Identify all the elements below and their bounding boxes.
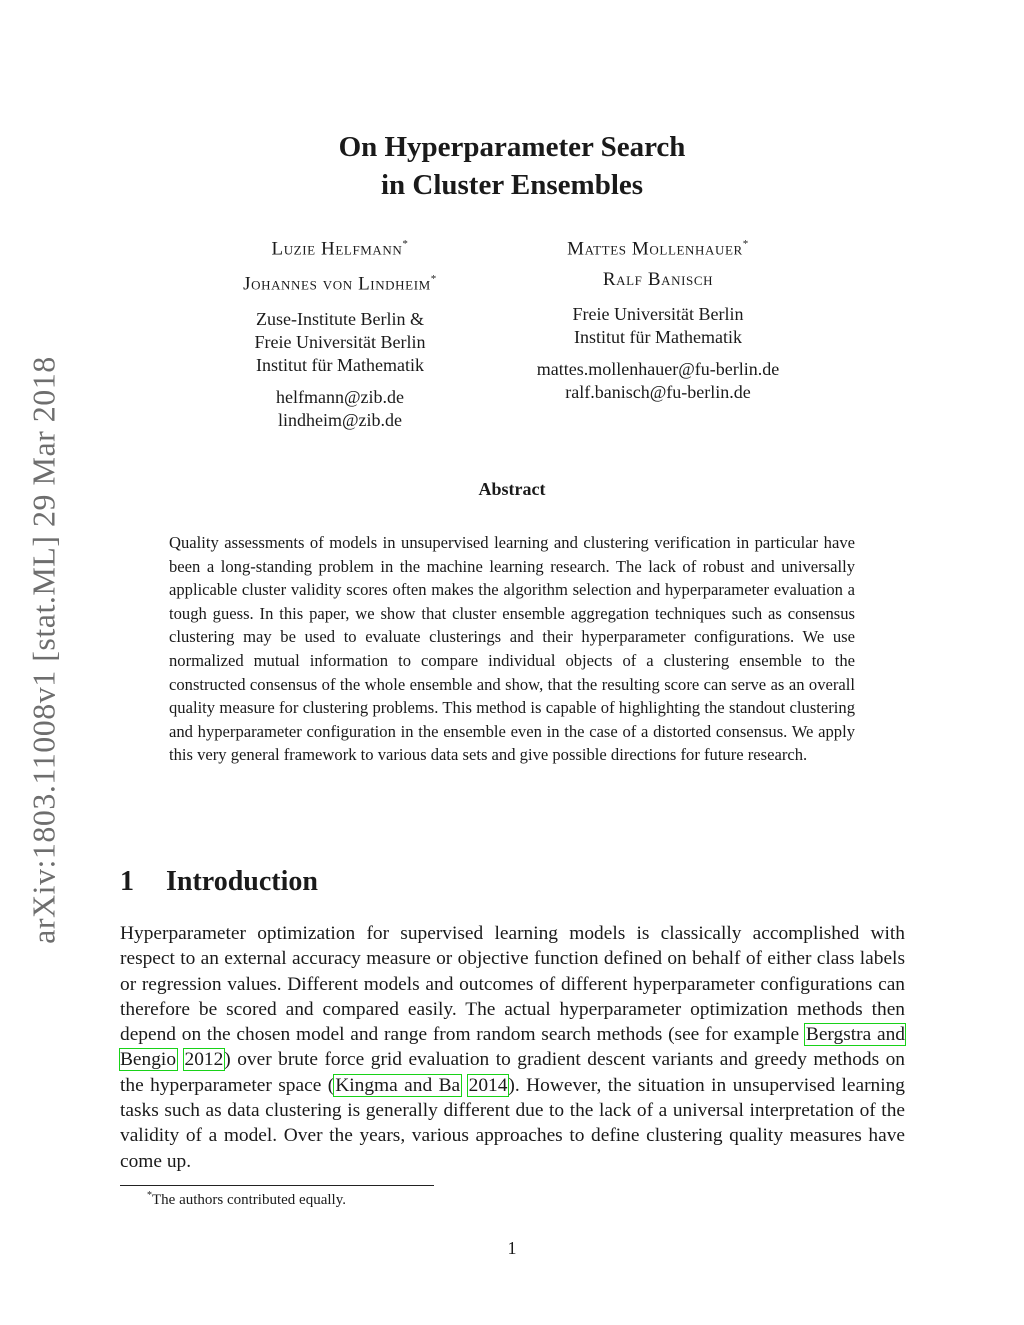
email-link[interactable]: ralf.banisch@fu-berlin.de (565, 382, 751, 403)
author-affiliation: Zuse-Institute Berlin & Freie Universität Berlin Institut für Mathematik (254, 308, 426, 375)
email-link[interactable]: lindheim@zib.de (277, 409, 403, 430)
author-name: Luzie Helfmann* (271, 238, 409, 260)
paper-title (0, 128, 1024, 204)
author-block-right (508, 229, 808, 404)
page-number: 1 (507, 1238, 517, 1258)
introduction-paragraph: Hyperparameter optimization for supervised learning models is classically accomplished with respect to an external accuracy measure or objective function defined on behalf of either class labels or regression values. Different models and outcomes of different hyperparameter configurations can therefore be scored and compared easily. The actual hyperparameter optimization methods then depend on the chosen model and range from random search methods (see for example Bergstra and Bengio 2012) over brute force grid evaluation to gradient descent variants and greedy methods on the hyperparameter space (Kingma and Ba 2014). However, the situation in unsupervised learning tasks such as data clustering is generally different due to the lack of a universal interpretation of the validity of a model. Over the years, various approaches to define clustering quality measures have come up. (120, 923, 905, 1172)
author-name: Johannes von Lindheim* (243, 273, 437, 295)
email-link[interactable]: helfmann@zib.de (275, 386, 405, 407)
citation-link[interactable]: Bergstra and Bengio (120, 1024, 905, 1071)
author-name: Ralf Banisch (602, 269, 714, 291)
author-emails (190, 386, 490, 432)
citation-link[interactable]: 2012 (184, 1049, 224, 1071)
email-link[interactable]: mattes.mollenhauer@fu-berlin.de (536, 359, 780, 380)
footnote: *The authors contributed equally. (147, 1190, 346, 1208)
author-affiliation: Freie Universität Berlin Institut für Mathematik (572, 304, 744, 348)
citation-link[interactable]: Kingma and Ba (335, 1074, 461, 1096)
paper-title-line-1: On Hyperparameter Search (338, 131, 686, 163)
section-number: 1 (120, 866, 134, 897)
section-heading (120, 866, 318, 898)
abstract-heading: Abstract (478, 479, 546, 499)
abstract-text: Quality assessments of models in unsupervised learning and clustering verification in particular have been a long-standing problem in the machine learning research. The lack of robust and universally applicable cluster validity scores often makes the algorithm selection and hyperparameter evaluation a tough guess. In this paper, we show that cluster ensemble aggregation techniques such as consensus clustering may be used to evaluate clusterings and their hyperparameter configurations. We use normalized mutual information to compare individual objects of a clustering ensemble to the constructed consensus of the whole ensemble and show, that the resulting score can serve as an overall quality measure for clustering problems. This method is capable of highlighting the standout clustering and hyperparameter configuration in the ensemble even in the case of a distorted consensus. We apply this very general framework to various data sets and give possible directions for future research. (169, 533, 855, 765)
section-title: Introduction (166, 866, 318, 897)
author-name: Mattes Mollenhauer* (567, 238, 749, 260)
paper-title-line-2: in Cluster Ensembles (380, 169, 644, 201)
footnote-divider (120, 1185, 434, 1186)
arxiv-identifier-stamp: arXiv:1803.11008v1 [stat.ML] 29 Mar 2018 (25, 356, 62, 944)
author-block-left (190, 229, 490, 432)
author-emails (508, 358, 808, 404)
citation-link[interactable]: 2014 (468, 1074, 508, 1096)
